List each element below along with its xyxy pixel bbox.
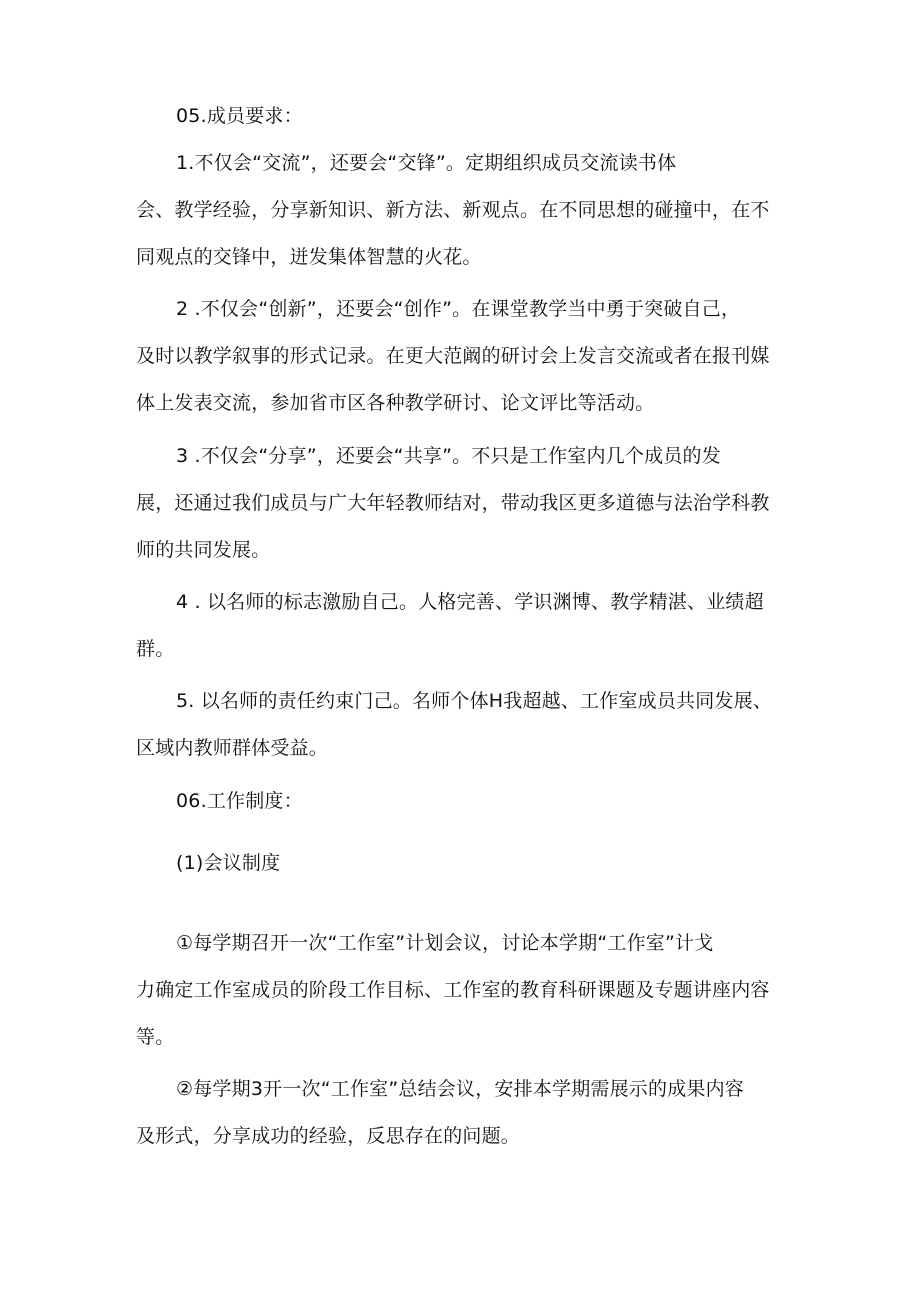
paragraph-line: 及形式，分享成功的经验，反思存在的问题。 [136,1125,521,1147]
paragraph-line: 同观点的交锋中，迸发集体智慧的火花。 [136,246,482,268]
paragraph-line: 区域内教师群体受益。 [136,737,329,759]
paragraph-line: 1.不仅会“交流”，还要会“交锋”。定期组织成员交流读书体 [176,152,677,174]
paragraph-line: 群。 [136,638,175,660]
paragraph-line: ①每学期召开一次“工作室”计划会议，讨论本学期“工作室”计戈 [176,932,714,954]
paragraph-line: 5. 以名师的责任约束门己。名师个体H我超越、工作室成员共同发展、 [176,690,773,712]
paragraph-line: 等。 [136,1026,175,1048]
paragraph-line: ②每学期3开一次“工作室”总结会议，安排本学期需展示的成果内容 [176,1078,745,1100]
paragraph-line: 会、教学经验，分享新知识、新方法、新观点。在不同思想的碰撞中，在不 [136,199,770,221]
section-heading-work-system: 06.工作制度： [176,790,303,812]
paragraph-line: 展，还通过我们成员与广大年轻教师结对，带动我区更多道德与法治学科教 [136,492,770,514]
paragraph-line: 及时以教学叙事的形式记录。在更大范阚的研讨会上发言交流或者在报刊媒 [136,345,770,367]
paragraph-line: 体上发表交流，参加省市区各种教学研讨、论文评比等活动。 [136,392,655,414]
section-heading-member-requirements: 05.成员要求： [176,105,303,127]
paragraph-line: 2 .不仅会“创新”，还要会“创作”。在课堂教学当中勇于突破自己， [176,298,741,320]
subsection-heading-meeting-system: (1)会议制度 [176,852,281,874]
paragraph-line: 3 .不仅会“分享”，还要会“共享”。不只是工作室内几个成员的发 [176,445,721,467]
paragraph-line: 4 . 以名师的标志激励自己。人格完善、学识渊博、教学精湛、业绩超 [176,591,764,613]
paragraph-line: 力确定工作室成员的阶段工作目标、工作室的教育科研课题及专题讲座内容 [136,979,770,1001]
paragraph-line: 师的共同发展。 [136,539,271,561]
